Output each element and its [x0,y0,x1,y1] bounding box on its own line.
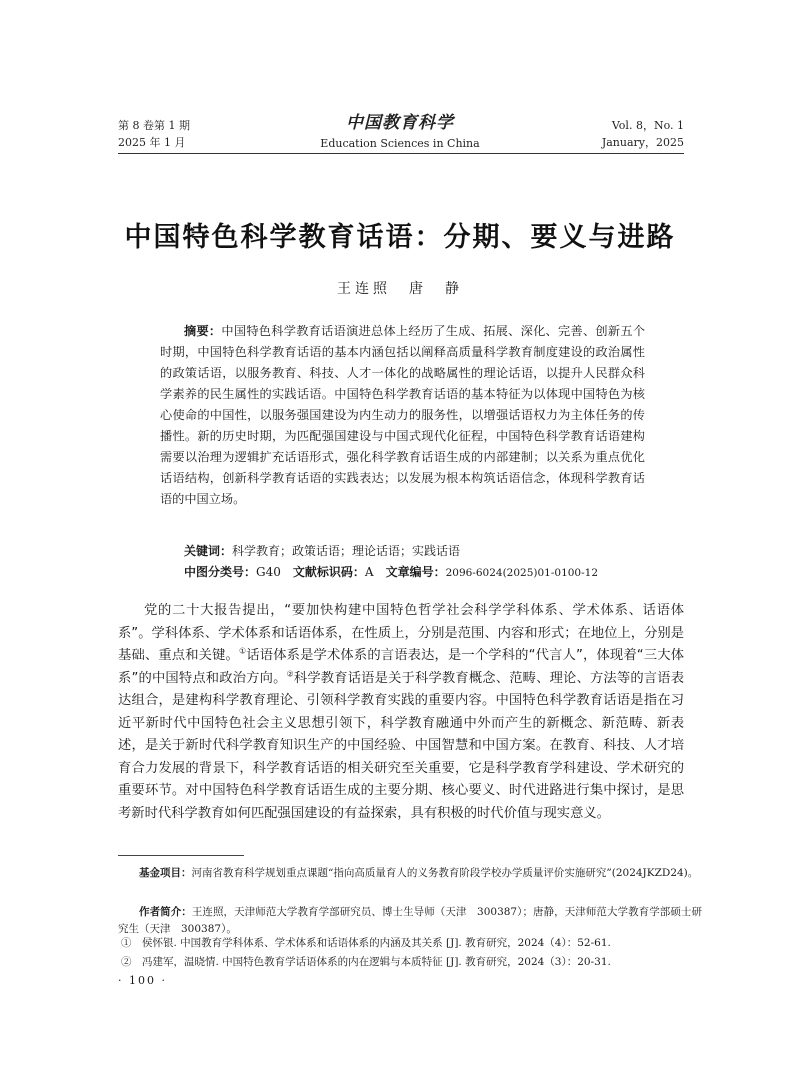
fund-label: 基金项目： [139,867,192,879]
keywords [184,541,654,561]
body-text-3: 科学教育话语是关于科学教育概念、范畴、理论、方法等的言语表达组合，是建构科学教育理论、引领科学教育实践的重要内容。中国特色科学教育话语是指在习近平新时代中国特色社会主义思想引领下，科学教育融通中外而产生的新概念、新范畴、新表述，是关于新时代科学教育知识生产的中国经验、中国智慧和中国方案。在教育、科技、人才培育合力发展的背景下，科学教育话语的相关研究至关重要，它是科学教育学科建设、学术研究的重要环节。对中国特色科学教育话语生成的主要分期、核心要义、时代进路进行集中探讨，是思考新时代科学教育如何匹配强国建设的有益探索，具有积极的时代价值与现实意义。 [118,670,685,821]
footnote-ref-2[interactable]: ② [286,669,294,679]
article-number-value: 2096-6024(2025)01-0100-12 [445,567,599,579]
doc-code-label: 文献标识码： [292,565,365,579]
keywords-label: 关键词： [184,544,233,558]
author-bio-label: 作者简介： [139,906,192,918]
article-authors: 王连照 唐 静 [337,281,463,297]
fund-note [118,865,702,882]
body-text-2: 话语体系是学术体系的言语表达，是一个学科的“代言人”，体现着“三大体系”的中国特点和政治方向。 [118,648,685,686]
abstract-text: 中国特色科学教育话语演进总体上经历了生成、拓展、深化、完善、创新五个时期，中国特色科学教育话语的基本内涵包括以阐释高质量科学教育制度建设的政治属性的政策话语，以服务教育、科技、人才一体化的战略属性的理论话语，以提升人民群众科学素养的民生属性的实践话语。中国特色科学教育话语的基本特征为以体现中国特色为核心使命的中国性，以服务强国建设为内生动力的服务性，以增强话语权力为主体任务的传播性。新的历史时期，为匹配强国建设与中国式现代化征程，中国特色科学教育话语建构需要以治理为逻辑扩充话语形式，强化科学教育话语生成的内部建制；以关系为重点优化话语结构，创新科学教育话语的实践表达；以发展为根本构筑话语信念，体现科学教育话语的中国立场。 [160,324,646,506]
fund-text: 河南省教育科学规划重点课题“指向高质量育人的义务教育阶段学校办学质量评价实施研究”(2024JKZD24)。 [191,867,699,879]
footnote-ref-1[interactable]: ① [239,646,247,656]
classification-line [184,562,654,583]
body-text-1: 党的二十大报告提出，“要加快构建中国特色哲学社会科学学科体系、学术体系、话语体系”。学科体系、学术体系和话语体系，在性质上，分别是范围、内容和形式；在地位上，分别是基础、重点和关键。 [118,603,684,663]
keywords-text: 科学教育；政策话语；理论话语；实践话语 [232,544,461,558]
article-number-label: 文章编号： [385,565,446,579]
page-number: · 100 · [118,974,167,987]
clc-label: 中图分类号： [184,565,257,579]
body-paragraph [118,600,684,825]
issue-info-en [602,117,684,151]
issue-volume-en: Vol. 8，No. 1 [611,119,684,132]
footnote-divider [118,855,244,856]
abstract [160,321,645,510]
clc-value: G40 [256,565,281,579]
doc-code-value: A [364,565,374,579]
issue-volume: 第 8 卷第 1 期 [118,119,190,132]
header-divider [118,153,684,154]
journal-name-cn: 中国教育科学 [346,113,454,133]
issue-date-en: January，2025 [601,136,684,149]
journal-name-en: Education Sciences in China [320,137,480,150]
author-bio-text: 王连照，天津师范大学教育学部研究员、博士生导师（天津 300387）；唐静，天津师范大学教育学部硕士研究生（天津 300387）。 [118,906,702,935]
reference-2: ② 冯建军，温晓情. 中国特色教育学话语体系的内在逻辑与本质特征 [J]. 教育研究，2024（3）：20-31. [121,956,611,968]
author-note [118,904,702,938]
abstract-label: 摘要： [184,324,222,338]
article-title: 中国特色科学教育话语：分期、要义与进路 [124,222,676,253]
issue-date: 2025 年 1 月 [118,136,186,149]
reference-1: ① 侯怀银. 中国教育学科体系、学术体系和话语体系的内涵及其关系 [J]. 教育研究，2024（4）：52-61. [121,937,611,949]
